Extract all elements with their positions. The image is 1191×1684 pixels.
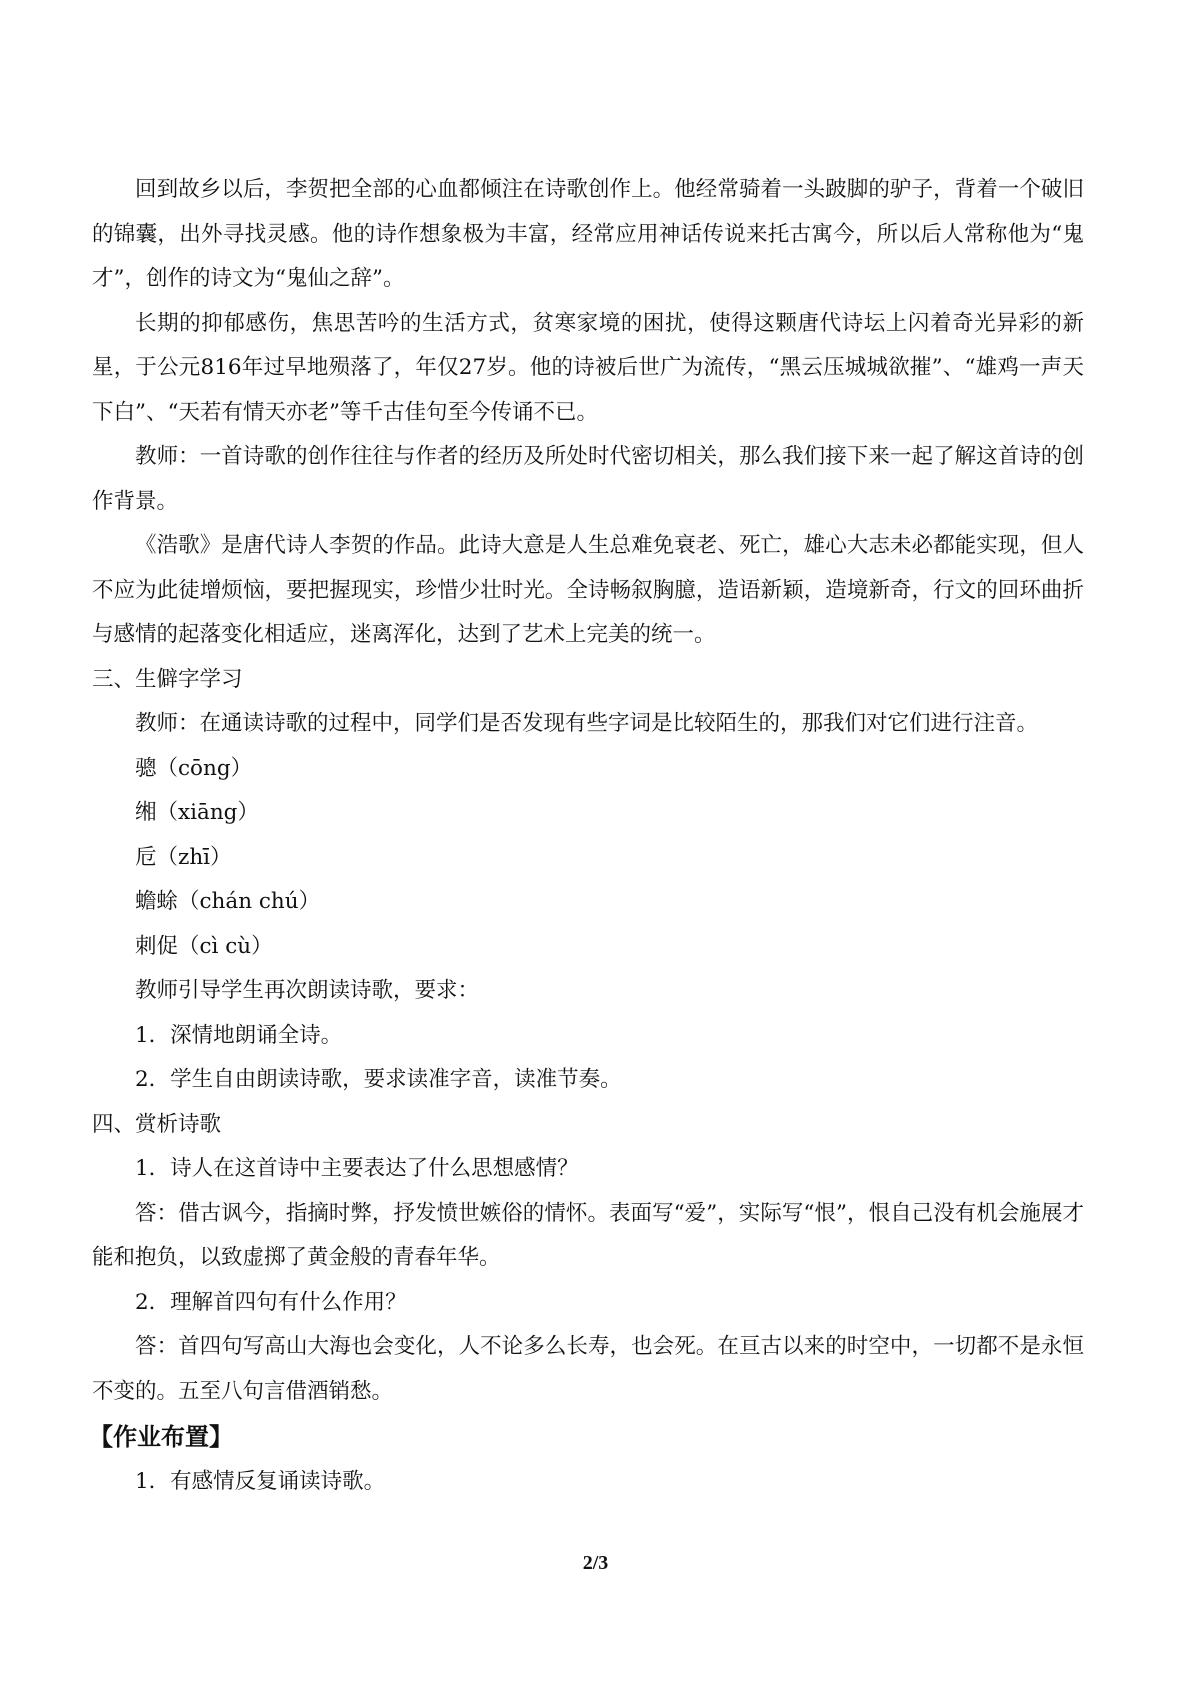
paragraph-death: 长期的抑郁感伤，焦思苦吟的生活方式，贫寒家境的困扰，使得这颗唐代诗坛上闪着奇光异彩的新星，于公元816年过早地殒落了，年仅27岁。他的诗被后世广为流传，“黑云压城城欲摧”、“雄鸡一声天下白”、“天若有情天亦老”等千古佳句至今传诵不已。 [92,310,1084,425]
paragraph-teacher-phonetics: 教师：在通读诗歌的过程中，同学们是否发现有些字词是比较陌生的，那我们对它们进行注音。 [135,711,1039,736]
section-title-appreciation: 四、赏析诗歌 [92,1111,222,1137]
vocab-item-xiang: 缃（xiāng） [135,800,259,825]
vocab-item-zhi: 卮（zhī） [135,844,232,870]
section-title-rare-words: 三、生僻字学习 [92,666,243,692]
paragraph-poem-summary: 《浩歌》是唐代诗人李贺的作品。此诗大意是人生总难免衰老、死亡，雄心大志未必都能实现，但人不应为此徒增烦恼，要把握现实，珍惜少壮时光。全诗畅叙胸臆，造语新颖，造境新奇，行文的回环曲折与感情的起落变化相适应，迷离浑化，达到了艺术上完美的统一。 [92,533,1084,647]
homework-item-1: 1．有感情反复诵读诗歌。 [135,1469,386,1494]
question-1: 1．诗人在这首诗中主要表达了什么思想感情？ [135,1156,579,1181]
vocab-item-cong: 骢（cōng） [135,755,253,781]
paragraph-reading-requirements: 教师引导学生再次朗读诗歌，要求： [135,978,480,1003]
answer-2: 答：首四句写高山大海也会变化，人不论多么长寿，也会死。在亘古以来的时空中，一切都不是永恒不变的。五至八句言借酒销愁。 [92,1334,1084,1404]
vocab-item-chanchu: 蟾蜍（chán chú） [135,889,321,914]
paragraph-teacher-background: 教师：一首诗歌的创作往往与作者的经历及所处时代密切相关，那么我们接下来一起了解这首诗的创作背景。 [92,444,1084,514]
list-item-requirement-2: 2．学生自由朗读诗歌，要求读准字音，读准节奏。 [135,1067,622,1092]
question-2: 2．理解首四句有什么作用？ [135,1289,407,1315]
page-number: 2/3 [582,1552,609,1574]
list-item-requirement-1: 1．深情地朗诵全诗。 [135,1022,343,1048]
answer-1: 答：借古讽今，指摘时弊，抒发愤世嫉俗的情怀。表面写“爱”，实际写“恨”，恨自己没有机会施展才能和抱负，以致虚掷了黄金般的青春年华。 [92,1200,1084,1270]
vocab-item-cicu: 刺促（cì cù） [135,933,273,959]
section-title-homework: 【作业布置】 [89,1423,233,1451]
document-body [89,168,1084,1505]
paragraph-hometown: 回到故乡以后，李贺把全部的心血都倾注在诗歌创作上。他经常骑着一头跛脚的驴子，背着一个破旧的锦囊，出外寻找灵感。他的诗作想象极为丰富，经常应用神话传说来托古寓今，所以后人常称他为“鬼才”，创作的诗文为“鬼仙之辞”。 [92,177,1084,291]
